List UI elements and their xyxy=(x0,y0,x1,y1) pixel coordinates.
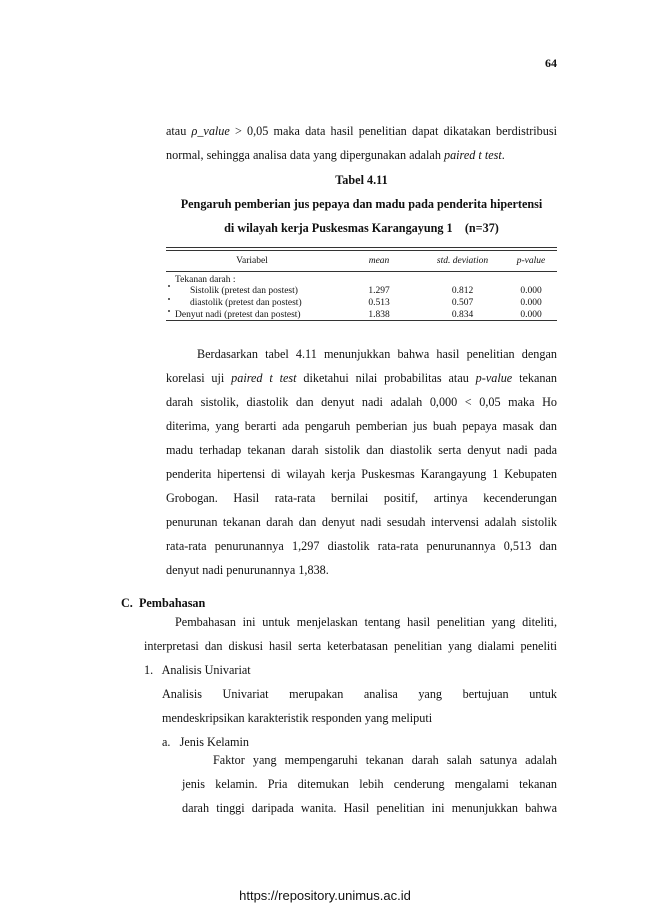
discussion-paragraph xyxy=(166,342,557,582)
list-item-1: 1. Analisis Univariat xyxy=(144,663,251,677)
page-number: 64 xyxy=(545,56,557,70)
intro-line-2: normal, sehingga analisa data yang dipergunakan adalah paired t test. xyxy=(166,148,505,162)
table-row xyxy=(166,297,557,309)
table-row xyxy=(166,286,557,298)
footer-url[interactable]: https://repository.unimus.ac.id xyxy=(239,888,411,903)
group-label: Tekanan darah : xyxy=(175,274,236,285)
header-mean: mean xyxy=(368,256,390,266)
header-variabel: Variabel xyxy=(236,256,268,266)
intro-line-1: atau ρ_value > 0,05 maka data hasil penelitian dapat dikatakan berdistribusi xyxy=(166,124,557,138)
table-caption xyxy=(166,168,557,240)
section-c-line: interpretasi dan diskusi hasil serta keterbatasan penelitian yang dialami peneliti xyxy=(144,639,557,653)
header-p-value: p-value xyxy=(516,256,546,266)
bullet-mark xyxy=(168,310,170,312)
row-sd: 0.834 xyxy=(451,309,474,320)
discussion-line: penurunan tekanan darah dan denyut nadi sesudah intervensi adalah sistolik xyxy=(166,515,557,529)
discussion-line: madu terhadap tekanan darah sistolik dan diastolik serta denyut nadi pada xyxy=(166,443,557,457)
table-group-row xyxy=(166,274,557,286)
discussion-line: korelasi uji paired t test diketahui nilai probabilitas atau p-value tekanan xyxy=(166,371,557,385)
discussion-line: Berdasarkan tabel 4.11 menunjukkan bahwa hasil penelitian dengan xyxy=(197,347,557,361)
list-item-a: a. Jenis Kelamin xyxy=(162,735,249,749)
row-sd: 0.812 xyxy=(451,286,474,297)
row-mean: 1.297 xyxy=(368,286,390,297)
bullet-mark xyxy=(168,285,170,287)
table-top-rule xyxy=(166,247,557,248)
univariat-paragraph xyxy=(162,682,557,754)
table-title-line-1: Pengaruh pemberian jus pepaya dan madu pada penderita hipertensi xyxy=(180,197,543,211)
section-heading: C. Pembahasan xyxy=(121,596,206,610)
jenis-kelamin-paragraph xyxy=(182,748,557,820)
row-mean: 1.838 xyxy=(368,309,390,320)
table-label: Tabel 4.11 xyxy=(335,173,388,187)
discussion-line: rata-rata penurunannya 1,297 diastolik rata-rata penurunannya 0,513 dan xyxy=(166,539,557,553)
row-p: 0.000 xyxy=(520,297,542,308)
jenis-kelamin-line: Faktor yang mempengaruhi tekanan darah salah satunya adalah xyxy=(213,753,557,767)
univariat-line: mendeskripsikan karakteristik responden yang meliputi xyxy=(162,711,433,725)
intro-paragraph xyxy=(166,119,557,167)
row-mean: 0.513 xyxy=(368,297,390,308)
row-sd: 0.507 xyxy=(451,297,474,308)
row-variable: Denyut nadi (pretest dan postest) xyxy=(175,309,301,320)
row-variable: Sistolik (pretest dan postest) xyxy=(190,286,298,297)
row-p: 0.000 xyxy=(520,286,542,297)
table-title-line-2: di wilayah kerja Puskesmas Karangayung 1 (n=37) xyxy=(224,221,499,235)
discussion-line: penderita hipertensi di wilayah kerja Puskesmas Karangayung 1 Kebupaten xyxy=(166,467,557,481)
section-c-line: Pembahasan ini untuk menjelaskan tentang hasil penelitian yang diteliti, xyxy=(175,615,557,629)
table-header xyxy=(166,251,557,272)
table-row xyxy=(166,309,557,322)
header-std-deviation: std. deviation xyxy=(436,256,489,266)
discussion-line: diterima, yang berarti ada pengaruh pemberian jus buah pepaya masak dan xyxy=(166,419,557,433)
discussion-line: Grobogan. Hasil rata-rata bernilai positif, artinya kecenderungan xyxy=(166,491,557,505)
results-table xyxy=(166,247,557,321)
row-variable: diastolik (pretest dan postest) xyxy=(190,297,302,308)
jenis-kelamin-line: darah tinggi daripada wanita. Hasil penelitian ini menunjukkan bahwa xyxy=(182,801,557,815)
jenis-kelamin-line: jenis kelamin. Pria ditemukan lebih cenderung mengalami tekanan xyxy=(182,777,557,791)
discussion-line: denyut nadi penurunannya 1,838. xyxy=(166,563,329,577)
row-p: 0.000 xyxy=(520,309,542,320)
bullet-mark xyxy=(168,298,170,300)
section-c-intro xyxy=(144,610,557,682)
discussion-line: darah sistolik, diastolik dan denyut nadi adalah 0,000 < 0,05 maka Ho xyxy=(166,395,557,409)
univariat-line: Analisis Univariat merupakan analisa yang bertujuan untuk xyxy=(162,687,557,701)
